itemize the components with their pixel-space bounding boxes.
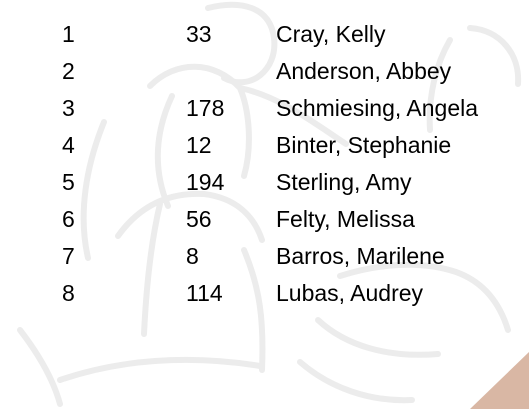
jersey-number-cell: 12 [186,132,212,158]
player-name-cell: Felty, Melissa [276,206,415,232]
jersey-number-cell: 114 [186,280,223,306]
jersey-number-cell: 56 [186,206,212,232]
jersey-number-cell: 178 [186,95,225,121]
rank-cell: 5 [62,169,75,195]
roster-row [0,92,529,125]
roster-row [0,129,529,162]
player-name-cell: Binter, Stephanie [276,132,452,158]
rank-cell: 7 [62,243,75,269]
roster-row [0,18,529,51]
roster-row [0,203,529,236]
jersey-number-cell: 33 [186,21,212,47]
rank-cell: 4 [62,132,75,158]
player-name-cell: Barros, Marilene [276,243,445,269]
rank-cell: 6 [62,206,75,232]
roster-row [0,240,529,273]
jersey-number-cell: 8 [186,243,199,269]
rank-cell: 3 [62,95,75,121]
roster-row [0,166,529,199]
roster-row [0,55,529,88]
player-name-cell: Sterling, Amy [276,169,412,195]
player-name-cell: Anderson, Abbey [276,58,452,84]
jersey-number-cell: 194 [186,169,225,195]
rank-cell: 2 [62,58,75,84]
rank-cell: 1 [62,21,75,47]
player-name-cell: Cray, Kelly [276,21,386,47]
roster-row [0,277,529,310]
player-name-cell: Lubas, Audrey [276,280,424,306]
rank-cell: 8 [62,280,75,306]
player-name-cell: Schmiesing, Angela [276,95,479,121]
